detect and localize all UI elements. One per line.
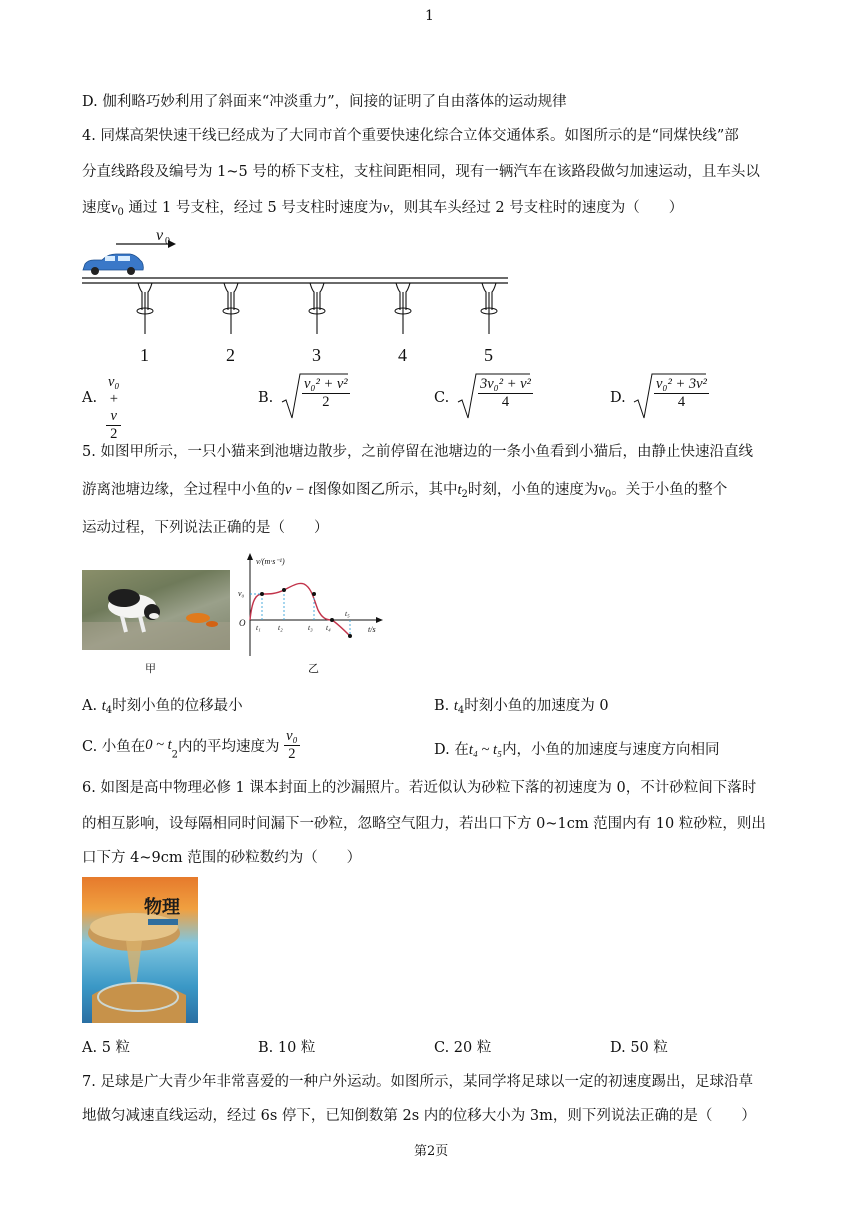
pillar-label-4: 4 xyxy=(398,345,407,365)
pillar-4 xyxy=(395,283,411,334)
y-axis-label: v/(m·s⁻¹) xyxy=(256,557,285,566)
pillar-3 xyxy=(309,283,325,334)
cover-title: 物理 xyxy=(144,897,180,918)
caption-jia: 甲 xyxy=(145,662,156,675)
q6-option-d: D. 50 粒 xyxy=(610,1040,668,1056)
origin-label: O xyxy=(239,618,246,628)
caption-yi: 乙 xyxy=(308,662,319,675)
pillar-label-5: 5 xyxy=(484,345,493,365)
t4-label: t₄ xyxy=(326,623,331,632)
velocity-label: v xyxy=(156,227,164,244)
q4-option-c: C. $\frac{\text{3v₀² + v²}}{4}$ xyxy=(434,372,554,426)
t1-label: t₁ xyxy=(256,623,261,632)
pillar-label-3: 3 xyxy=(312,345,321,365)
car-icon xyxy=(83,254,143,275)
pillar-1 xyxy=(137,283,153,334)
vt-graph xyxy=(232,550,387,660)
t5-label: t₅ xyxy=(345,609,350,618)
q6-line1: 6. 如图是高中物理必修 1 课本封面上的沙漏照片。若近似认为砂粒下落的初速度为 0，不计砂粒间下落时 xyxy=(82,780,757,796)
q5-line3: 运动过程，下列说法正确的是（ ） xyxy=(82,520,329,536)
q6-option-c: C. 20 粒 xyxy=(434,1040,492,1056)
q5-line1: 5. 如图甲所示，一只小猫来到池塘边散步，之前停留在池塘边的一条小鱼看到小猫后，由静止快速沿直线 xyxy=(82,444,753,460)
q4-line3: 速度$v_0$ 通过 1 号支柱，经过 5 号支柱时速度为v，则其车头经过 2 号支柱时的速度为（ ） xyxy=(82,200,684,218)
t3-label: t₃ xyxy=(308,623,313,632)
q5-line2: 游离池塘边缘，全过程中小鱼的v − t图像如图乙所示，其中$t_2$时刻，小鱼的速度为$v_0$。关于小鱼的整个 xyxy=(82,482,728,500)
q4-option-d: D. $\frac{\text{v₀² + 3v²}}{4}$ xyxy=(610,372,730,426)
q4-line2: 分直线路段及编号为 1~5 号的桥下支柱，支柱间距相同，现有一辆汽车在该路段做匀加速运动，且车头以 xyxy=(82,164,760,180)
page-top-number: 1 xyxy=(425,8,434,24)
t2-label: t₂ xyxy=(278,623,283,632)
bridge-figure xyxy=(80,224,510,366)
q7-line2: 地做匀减速直线运动，经过 6s 停下，已知倒数第 2s 内的位移大小为 3m，则下列说法正确的是（ ） xyxy=(82,1108,756,1124)
pillar-label-1: 1 xyxy=(140,345,149,365)
textbook-cover-photo xyxy=(82,877,198,1023)
pillar-2 xyxy=(223,283,239,334)
q5-option-b: B. $t_4$时刻小鱼的加速度为 0 xyxy=(434,698,609,716)
q5-option-d: D. 在t₄ ~ t₅内，小鱼的加速度与速度方向相同 xyxy=(434,742,720,758)
velocity-sub: 0 xyxy=(165,236,170,247)
q4-line1: 4. 同煤高架快速干线已经成为了大同市首个重要快速化综合立体交通体系。如图所示的是“同煤快线”部 xyxy=(82,128,739,144)
pillar-5 xyxy=(481,283,497,334)
x-axis-label: t/s xyxy=(368,625,376,634)
q6-option-b: B. 10 粒 xyxy=(258,1040,316,1056)
q5-option-a: A. $t_4$时刻小鱼的位移最小 xyxy=(82,698,243,716)
pillar-label-2: 2 xyxy=(226,345,235,365)
v0-label: v₀ xyxy=(238,589,245,598)
q6-option-a: A. 5 粒 xyxy=(82,1040,131,1056)
q7-line1: 7. 足球是广大青少年非常喜爱的一种户外运动。如图所示，某同学将足球以一定的初速度踢出，足球沿草 xyxy=(82,1074,753,1090)
q3-option-d: D. 伽利略巧妙利用了斜面来“冲淡重力”，间接的证明了自由落体的运动规律 xyxy=(82,94,567,110)
cat-fish-photo xyxy=(82,570,230,650)
q6-line2: 的相互影响，设每隔相同时间漏下一砂粒，忽略空气阻力，若出口下方 0~1cm 范围内有 10 粒砂粒，则出 xyxy=(82,816,766,832)
q5-option-c: C. 小鱼在0 ~ $t_2$内的平均速度为 $\frac{\text{v₀}}{2}$ xyxy=(82,728,298,762)
q4-option-b: B. $\frac{\text{v₀² + v²}}{2}$ xyxy=(258,372,378,426)
page-footer: 第2页 xyxy=(414,1144,449,1159)
q6-line3: 口下方 4~9cm 范围的砂粒数约为（ ） xyxy=(82,850,362,866)
